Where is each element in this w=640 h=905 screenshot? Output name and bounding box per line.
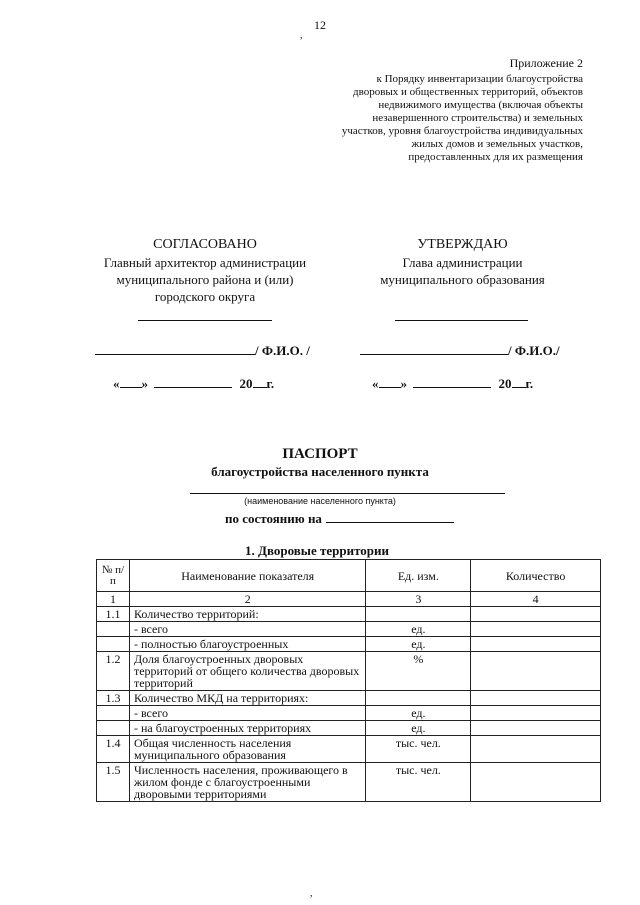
- row-qty: [471, 607, 601, 622]
- index-cell: 1: [97, 592, 130, 607]
- index-cell: 4: [471, 592, 601, 607]
- indicators-table: [96, 559, 601, 802]
- table-row: [97, 607, 601, 622]
- row-name: - всего: [129, 622, 366, 637]
- row-num: [97, 637, 130, 652]
- month-line: [154, 376, 232, 388]
- fio-line-left: [95, 343, 255, 355]
- row-name: Количество МКД на территориях:: [129, 691, 366, 706]
- approval-left-line3: городского округа: [154, 289, 256, 304]
- row-name: - полностью благоустроенных: [129, 637, 366, 652]
- settlement-name-line: [190, 493, 505, 494]
- row-num: [97, 721, 130, 736]
- table-row: [97, 622, 601, 637]
- row-num: 1.4: [97, 736, 130, 763]
- header-unit: Ед. изм.: [366, 560, 471, 592]
- state-as-of-label: по состоянию на: [225, 511, 322, 526]
- row-num: 1.5: [97, 763, 130, 802]
- table-header-row: [97, 560, 601, 592]
- row-qty: [471, 652, 601, 691]
- row-qty: [471, 736, 601, 763]
- fio-row-left: [95, 342, 310, 360]
- year-suffix: г.: [525, 376, 534, 391]
- row-name: Количество территорий:: [129, 607, 366, 622]
- approval-block-left: [65, 236, 345, 305]
- date-open-quote: «: [372, 376, 379, 391]
- table-row: [97, 637, 601, 652]
- row-name: Доля благоустроенных дворовых территорий от общего количества дворовых территорий: [129, 652, 366, 691]
- index-cell: 2: [129, 592, 366, 607]
- header-qty: Количество: [471, 560, 601, 592]
- approval-right-heading: УТВЕРЖДАЮ: [417, 237, 508, 252]
- table-row: [97, 691, 601, 706]
- row-name: - всего: [129, 706, 366, 721]
- row-qty: [471, 763, 601, 802]
- year-line: [512, 376, 526, 388]
- scan-speck: ,: [300, 30, 303, 41]
- day-line: [379, 376, 401, 388]
- approval-left-heading: СОГЛАСОВАНО: [153, 237, 257, 252]
- table-row: [97, 706, 601, 721]
- row-unit: тыс. чел.: [366, 763, 471, 802]
- date-close-quote: »: [141, 376, 148, 391]
- table-index-row: [97, 592, 601, 607]
- year-line: [253, 376, 267, 388]
- date-row-right: [372, 376, 533, 392]
- row-unit: [366, 691, 471, 706]
- row-unit: ед.: [366, 706, 471, 721]
- row-num: [97, 706, 130, 721]
- approval-block-right: [330, 236, 595, 288]
- row-unit: %: [366, 652, 471, 691]
- appendix-title: Приложение 2: [509, 56, 583, 70]
- row-name: Общая численность населения муниципального образования: [129, 736, 366, 763]
- page-number: 12: [314, 18, 326, 32]
- passport-subtitle: благоустройства населенного пункта: [211, 464, 429, 479]
- row-qty: [471, 622, 601, 637]
- date-open-quote: «: [113, 376, 120, 391]
- signature-line-right: [395, 320, 528, 321]
- table-row: [97, 652, 601, 691]
- fio-row-right: [360, 342, 560, 360]
- header-name: Наименование показателя: [129, 560, 366, 592]
- row-unit: ед.: [366, 721, 471, 736]
- row-unit: ед.: [366, 622, 471, 637]
- signature-line-left: [138, 320, 272, 321]
- row-name: - на благоустроенных территориях: [129, 721, 366, 736]
- index-cell: 3: [366, 592, 471, 607]
- scan-speck: ,: [310, 888, 313, 899]
- settlement-name-caption: (наименование населенного пункта): [244, 496, 396, 506]
- row-qty: [471, 637, 601, 652]
- day-line: [120, 376, 142, 388]
- date-row-left: [113, 376, 274, 392]
- row-unit: ед.: [366, 637, 471, 652]
- header-num: № п/п: [97, 560, 130, 592]
- passport-title: ПАСПОРТ: [282, 446, 358, 462]
- row-unit: тыс. чел.: [366, 736, 471, 763]
- approval-left-line2: муниципального района и (или): [116, 272, 294, 287]
- fio-left: / Ф.И.О. /: [255, 343, 310, 358]
- month-line: [413, 376, 491, 388]
- row-num: [97, 622, 130, 637]
- fio-line-right: [360, 343, 508, 355]
- row-num: 1.2: [97, 652, 130, 691]
- year-suffix: г.: [266, 376, 275, 391]
- table-row: [97, 721, 601, 736]
- row-qty: [471, 691, 601, 706]
- row-qty: [471, 721, 601, 736]
- date-close-quote: »: [400, 376, 407, 391]
- state-as-of-row: [225, 511, 454, 527]
- table-row: [97, 736, 601, 763]
- approval-right-line1: Глава администрации: [402, 255, 523, 270]
- table-row: [97, 763, 601, 802]
- year-prefix: 20: [239, 376, 253, 391]
- row-num: 1.3: [97, 691, 130, 706]
- fio-right: / Ф.И.О./: [508, 343, 560, 358]
- row-qty: [471, 706, 601, 721]
- state-date-line: [326, 511, 454, 523]
- section-title: 1. Дворовые территории: [245, 543, 390, 558]
- row-unit: [366, 607, 471, 622]
- row-name: Численность населения, проживающего в жилом фонде с благоустроенными дворовыми территориями: [129, 763, 366, 802]
- approval-left-line1: Главный архитектор администрации: [103, 255, 307, 270]
- year-prefix: 20: [498, 376, 512, 391]
- appendix-text: к Порядку инвентаризации благоустройства дворовых и общественных территорий, объектов недвижимого имущества (включая объекты незавершенного строительства) и земельных участков, уровня благоустройства индивидуальных жилых домов и земельных участков, предоставленных для их размещения: [341, 73, 583, 163]
- row-num: 1.1: [97, 607, 130, 622]
- approval-right-line2: муниципального образования: [380, 272, 545, 287]
